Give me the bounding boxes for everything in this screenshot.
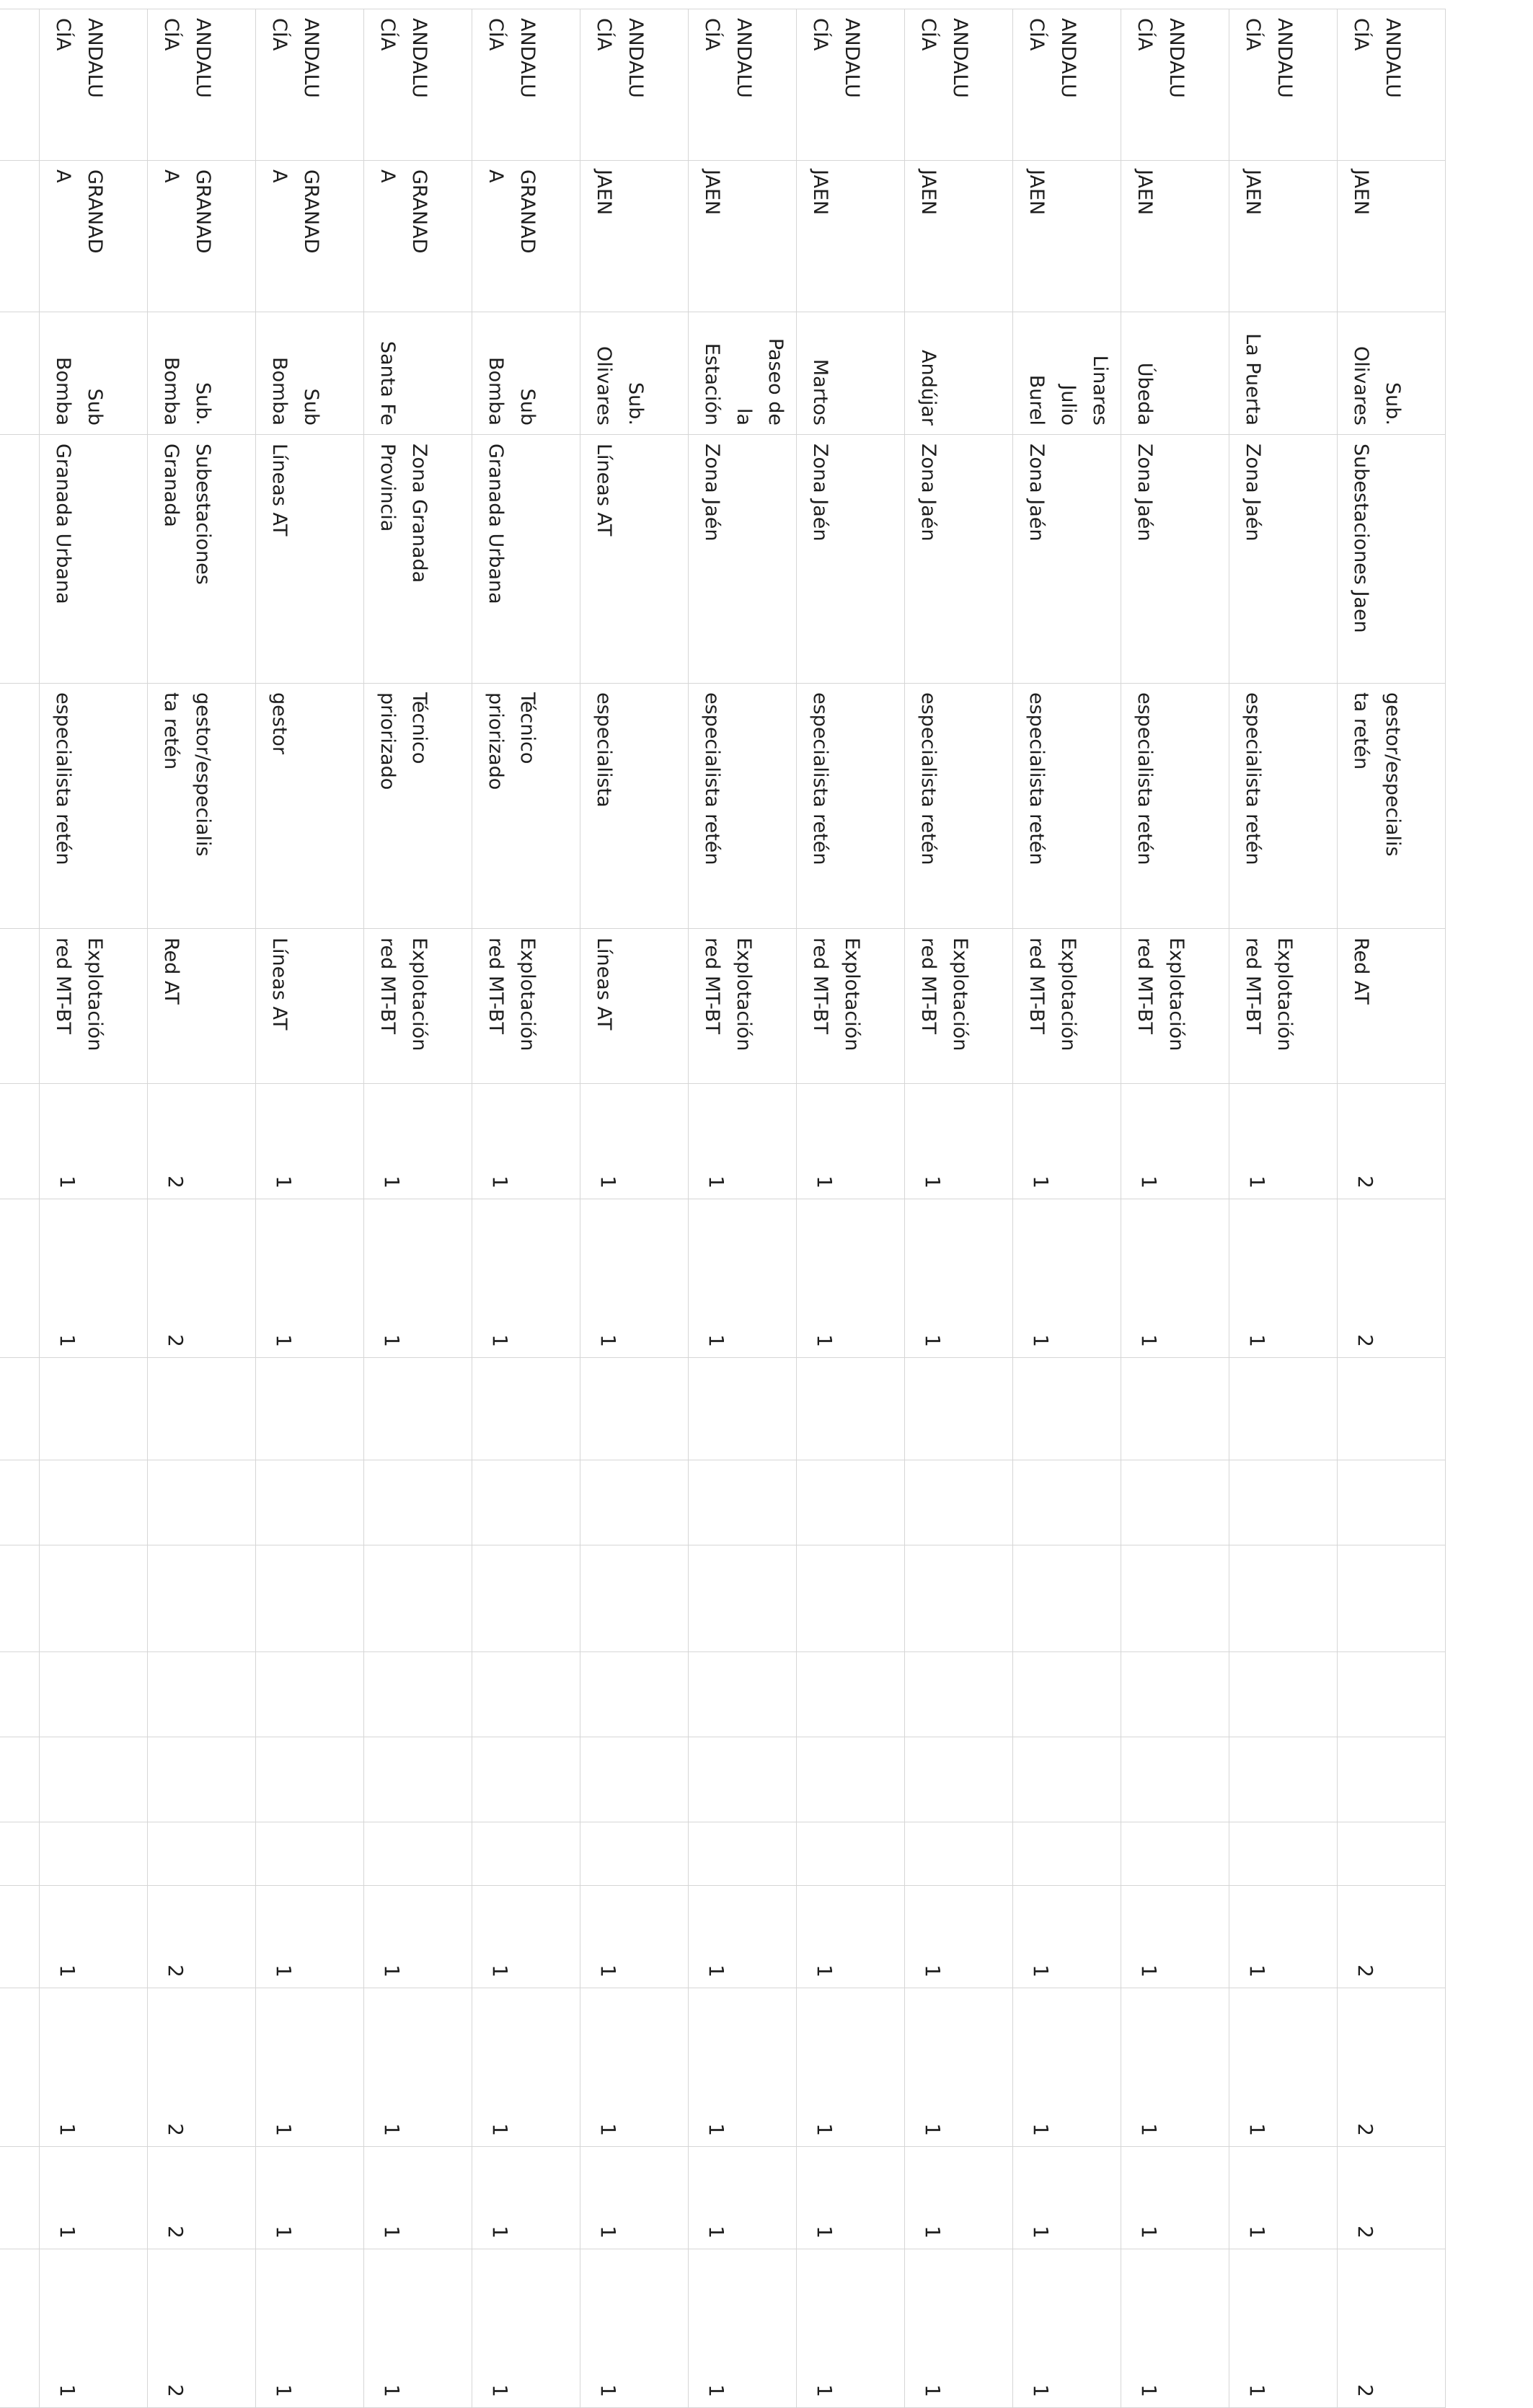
value-cell-6: 1	[797, 2249, 905, 2408]
value-cell-2: 1	[905, 1199, 1013, 1358]
empty-cell-6	[256, 1822, 364, 1886]
value-cell-3: 1	[40, 1886, 148, 1988]
value-cell-6: 2	[148, 2249, 256, 2408]
value-cell-2: 2	[1338, 1199, 1446, 1358]
value-cell-5: 2	[1338, 2147, 1446, 2249]
value-cell-4: 2	[1338, 1988, 1446, 2147]
empty-cell-4	[0, 1652, 40, 1737]
value-cell-5	[0, 2147, 40, 2249]
empty-cell-5	[689, 1737, 797, 1822]
area-cell: Explotación red MT-BT	[1229, 929, 1338, 1084]
area-cell: Red AT	[148, 929, 256, 1084]
value-cell-6: 1	[256, 2249, 364, 2408]
value-cell-4: 1	[797, 1988, 905, 2147]
value-cell-1: 1	[905, 1084, 1013, 1199]
empty-cell-1	[1013, 1358, 1121, 1460]
zone-cell: Zona Jaén	[797, 435, 905, 684]
region-cell: ANDALU CÍA	[256, 9, 364, 161]
location-cell	[0, 312, 40, 435]
value-cell-1: 1	[1121, 1084, 1229, 1199]
value-cell-4: 1	[256, 1988, 364, 2147]
value-cell-3: 1	[472, 1886, 580, 1988]
province-cell: GRANAD A	[472, 161, 580, 312]
value-cell-3: 1	[905, 1886, 1013, 1988]
empty-cell-2	[689, 1460, 797, 1545]
value-cell-1: 1	[256, 1084, 364, 1199]
value-cell-1: 1	[689, 1084, 797, 1199]
region-cell: ANDALU CÍA	[905, 9, 1013, 161]
location-cell: Sub Bomba	[40, 312, 148, 435]
value-cell-1: 1	[1229, 1084, 1338, 1199]
empty-cell-2	[905, 1460, 1013, 1545]
empty-cell-1	[1229, 1358, 1338, 1460]
empty-cell-3	[472, 1545, 580, 1652]
empty-cell-4	[689, 1652, 797, 1737]
staffing-table	[0, 9, 1446, 2408]
table-row	[1338, 9, 1446, 2408]
value-cell-5: 1	[256, 2147, 364, 2249]
empty-cell-4	[40, 1652, 148, 1737]
empty-cell-1	[148, 1358, 256, 1460]
table-row	[1229, 9, 1338, 2408]
zone-cell: Líneas AT	[580, 435, 689, 684]
zone-cell: Granada Urbana	[472, 435, 580, 684]
region-cell: ANDALU CÍA	[148, 9, 256, 161]
table-row	[148, 9, 256, 2408]
province-cell: JAEN	[905, 161, 1013, 312]
province-cell: GRANAD A	[40, 161, 148, 312]
empty-cell-3	[1121, 1545, 1229, 1652]
value-cell-5: 1	[689, 2147, 797, 2249]
empty-cell-3	[0, 1545, 40, 1652]
value-cell-6: 1	[1229, 2249, 1338, 2408]
empty-cell-4	[797, 1652, 905, 1737]
region-cell: ANDALU CÍA	[1013, 9, 1121, 161]
value-cell-1: 1	[364, 1084, 472, 1199]
empty-cell-5	[1013, 1737, 1121, 1822]
empty-cell-1	[1121, 1358, 1229, 1460]
role-cell: Técnico priorizado	[472, 684, 580, 929]
empty-cell-3	[148, 1545, 256, 1652]
table-row	[472, 9, 580, 2408]
empty-cell-4	[148, 1652, 256, 1737]
empty-cell-3	[1013, 1545, 1121, 1652]
region-cell: ANDALU CÍA	[1338, 9, 1446, 161]
table-row	[1013, 9, 1121, 2408]
empty-cell-6	[472, 1822, 580, 1886]
empty-cell-5	[472, 1737, 580, 1822]
empty-cell-4	[1121, 1652, 1229, 1737]
value-cell-5: 1	[472, 2147, 580, 2249]
empty-cell-6	[1229, 1822, 1338, 1886]
role-cell: especialista retén	[40, 684, 148, 929]
empty-cell-1	[905, 1358, 1013, 1460]
empty-cell-1	[472, 1358, 580, 1460]
location-cell: Linares Julio Burel	[1013, 312, 1121, 435]
table-row	[40, 9, 148, 2408]
rotated-spreadsheet	[52, 0, 1446, 2397]
value-cell-2: 1	[797, 1199, 905, 1358]
value-cell-1: 2	[1338, 1084, 1446, 1199]
value-cell-3: 1	[1013, 1886, 1121, 1988]
province-cell: GRANAD A	[148, 161, 256, 312]
empty-cell-2	[1338, 1460, 1446, 1545]
value-cell-6: 1	[364, 2249, 472, 2408]
empty-cell-6	[797, 1822, 905, 1886]
value-cell-3: 2	[148, 1886, 256, 1988]
empty-cell-1	[1338, 1358, 1446, 1460]
role-cell: especialista retén	[1121, 684, 1229, 929]
value-cell-2: 1	[472, 1199, 580, 1358]
location-cell: Sub Bomba	[472, 312, 580, 435]
value-cell-1: 1	[40, 1084, 148, 1199]
value-cell-4: 1	[689, 1988, 797, 2147]
table-row	[905, 9, 1013, 2408]
value-cell-1: 1	[580, 1084, 689, 1199]
table-row	[0, 9, 40, 2408]
value-cell-3: 1	[256, 1886, 364, 1988]
province-cell: GRANAD A	[256, 161, 364, 312]
table-row	[1121, 9, 1229, 2408]
empty-cell-5	[1229, 1737, 1338, 1822]
empty-cell-1	[40, 1358, 148, 1460]
value-cell-4: 1	[40, 1988, 148, 2147]
region-cell: ANDALU CÍA	[1121, 9, 1229, 161]
region-cell: ANDALU CÍA	[472, 9, 580, 161]
table-row	[580, 9, 689, 2408]
empty-cell-4	[472, 1652, 580, 1737]
value-cell-5: 1	[1121, 2147, 1229, 2249]
empty-cell-3	[1338, 1545, 1446, 1652]
value-cell-5: 1	[1013, 2147, 1121, 2249]
region-cell: ANDALU CÍA	[797, 9, 905, 161]
value-cell-4: 1	[1013, 1988, 1121, 2147]
empty-cell-1	[256, 1358, 364, 1460]
value-cell-4: 1	[905, 1988, 1013, 2147]
zone-cell: Zona Jaén	[1013, 435, 1121, 684]
empty-cell-2	[580, 1460, 689, 1545]
empty-cell-5	[1338, 1737, 1446, 1822]
value-cell-6: 1	[580, 2249, 689, 2408]
value-cell-2: 1	[40, 1199, 148, 1358]
empty-cell-2	[148, 1460, 256, 1545]
empty-cell-5	[148, 1737, 256, 1822]
value-cell-6: 1	[689, 2249, 797, 2408]
role-cell: gestor/especialis ta retén	[148, 684, 256, 929]
location-cell: Sub. Olivares	[1338, 312, 1446, 435]
province-cell: JAEN	[1013, 161, 1121, 312]
table-row	[364, 9, 472, 2408]
empty-cell-3	[689, 1545, 797, 1652]
table-body	[0, 9, 1446, 2408]
empty-cell-5	[40, 1737, 148, 1822]
table-row	[256, 9, 364, 2408]
empty-cell-1	[797, 1358, 905, 1460]
value-cell-4: 2	[148, 1988, 256, 2147]
empty-cell-4	[1338, 1652, 1446, 1737]
empty-cell-2	[797, 1460, 905, 1545]
value-cell-5: 2	[148, 2147, 256, 2249]
role-cell: especialista retén	[1229, 684, 1338, 929]
empty-cell-2	[1229, 1460, 1338, 1545]
empty-cell-3	[40, 1545, 148, 1652]
province-cell: GRANAD A	[364, 161, 472, 312]
role-cell: especialista retén	[689, 684, 797, 929]
location-cell: Paseo de la Estación	[689, 312, 797, 435]
value-cell-5: 1	[364, 2147, 472, 2249]
empty-cell-1	[364, 1358, 472, 1460]
value-cell-2	[0, 1199, 40, 1358]
empty-cell-1	[580, 1358, 689, 1460]
empty-cell-2	[40, 1460, 148, 1545]
empty-cell-4	[1013, 1652, 1121, 1737]
location-cell: Martos	[797, 312, 905, 435]
region-cell: ANDALU CÍA	[580, 9, 689, 161]
value-cell-5: 1	[905, 2147, 1013, 2249]
area-cell: Explotación red MT-BT	[797, 929, 905, 1084]
area-cell: Explotación red MT-BT	[40, 929, 148, 1084]
value-cell-3: 1	[1229, 1886, 1338, 1988]
value-cell-2: 1	[1229, 1199, 1338, 1358]
value-cell-2: 1	[256, 1199, 364, 1358]
area-cell	[0, 929, 40, 1084]
empty-cell-4	[1229, 1652, 1338, 1737]
role-cell: gestor	[256, 684, 364, 929]
value-cell-3: 1	[1121, 1886, 1229, 1988]
zone-cell: Zona Jaén	[1229, 435, 1338, 684]
value-cell-1: 1	[472, 1084, 580, 1199]
role-cell: especialista retén	[905, 684, 1013, 929]
value-cell-3: 2	[1338, 1886, 1446, 1988]
zone-cell: Subestaciones Granada	[148, 435, 256, 684]
empty-cell-3	[797, 1545, 905, 1652]
value-cell-6: 1	[1121, 2249, 1229, 2408]
role-cell: especialista	[580, 684, 689, 929]
province-cell: JAEN	[1229, 161, 1338, 312]
empty-cell-6	[40, 1822, 148, 1886]
province-cell: JAEN	[689, 161, 797, 312]
value-cell-4: 1	[364, 1988, 472, 2147]
area-cell: Explotación red MT-BT	[905, 929, 1013, 1084]
value-cell-2: 1	[1013, 1199, 1121, 1358]
area-cell: Líneas AT	[256, 929, 364, 1084]
role-cell: gestor/especialis ta retén	[1338, 684, 1446, 929]
value-cell-6: 1	[905, 2249, 1013, 2408]
empty-cell-6	[1013, 1822, 1121, 1886]
value-cell-6: 2	[1338, 2249, 1446, 2408]
province-cell: JAEN	[1121, 161, 1229, 312]
empty-cell-1	[0, 1358, 40, 1460]
province-cell: JAEN	[580, 161, 689, 312]
empty-cell-6	[148, 1822, 256, 1886]
empty-cell-4	[905, 1652, 1013, 1737]
empty-cell-5	[364, 1737, 472, 1822]
province-cell: JAEN	[1338, 161, 1446, 312]
location-cell: Sub. Bomba	[148, 312, 256, 435]
region-cell: ANDALU CÍA	[689, 9, 797, 161]
region-cell	[0, 9, 40, 161]
value-cell-3: 1	[364, 1886, 472, 1988]
empty-cell-3	[905, 1545, 1013, 1652]
area-cell: Explotación red MT-BT	[1121, 929, 1229, 1084]
zone-cell: Subestaciones Jaen	[1338, 435, 1446, 684]
empty-cell-5	[797, 1737, 905, 1822]
empty-cell-2	[256, 1460, 364, 1545]
table-row	[689, 9, 797, 2408]
area-cell: Explotación red MT-BT	[364, 929, 472, 1084]
role-cell: especialista retén	[1013, 684, 1121, 929]
value-cell-6	[0, 2249, 40, 2408]
empty-cell-6	[1338, 1822, 1446, 1886]
empty-cell-5	[905, 1737, 1013, 1822]
role-cell: especialista retén	[797, 684, 905, 929]
empty-cell-3	[580, 1545, 689, 1652]
location-cell: Sub. Olivares	[580, 312, 689, 435]
empty-cell-6	[364, 1822, 472, 1886]
empty-cell-6	[905, 1822, 1013, 1886]
region-cell: ANDALU CÍA	[40, 9, 148, 161]
area-cell: Red AT	[1338, 929, 1446, 1084]
area-cell: Líneas AT	[580, 929, 689, 1084]
empty-cell-3	[364, 1545, 472, 1652]
value-cell-5: 1	[40, 2147, 148, 2249]
value-cell-2: 1	[689, 1199, 797, 1358]
empty-cell-4	[364, 1652, 472, 1737]
province-cell: JAEN	[797, 161, 905, 312]
empty-cell-6	[1121, 1822, 1229, 1886]
value-cell-2: 1	[580, 1199, 689, 1358]
empty-cell-2	[0, 1460, 40, 1545]
value-cell-2: 1	[1121, 1199, 1229, 1358]
empty-cell-6	[580, 1822, 689, 1886]
value-cell-4: 1	[1121, 1988, 1229, 2147]
location-cell: Santa Fe	[364, 312, 472, 435]
role-cell	[0, 684, 40, 929]
value-cell-4	[0, 1988, 40, 2147]
zone-cell	[0, 435, 40, 684]
zone-cell: Zona Jaén	[689, 435, 797, 684]
area-cell: Explotación red MT-BT	[689, 929, 797, 1084]
zone-cell: Zona Granada Provincia	[364, 435, 472, 684]
empty-cell-2	[1121, 1460, 1229, 1545]
location-cell: Sub Bomba	[256, 312, 364, 435]
empty-cell-6	[689, 1822, 797, 1886]
region-cell: ANDALU CÍA	[364, 9, 472, 161]
value-cell-4: 1	[1229, 1988, 1338, 2147]
value-cell-3: 1	[797, 1886, 905, 1988]
empty-cell-2	[472, 1460, 580, 1545]
value-cell-1: 2	[148, 1084, 256, 1199]
province-cell	[0, 161, 40, 312]
value-cell-3	[0, 1886, 40, 1988]
value-cell-3: 1	[580, 1886, 689, 1988]
location-cell: La Puerta	[1229, 312, 1338, 435]
role-cell: Técnico priorizado	[364, 684, 472, 929]
zone-cell: Líneas AT	[256, 435, 364, 684]
empty-cell-5	[580, 1737, 689, 1822]
value-cell-1	[0, 1084, 40, 1199]
area-cell: Explotación red MT-BT	[472, 929, 580, 1084]
empty-cell-3	[1229, 1545, 1338, 1652]
empty-cell-2	[364, 1460, 472, 1545]
location-cell: Andújar	[905, 312, 1013, 435]
value-cell-2: 1	[364, 1199, 472, 1358]
location-cell: Úbeda	[1121, 312, 1229, 435]
empty-cell-6	[0, 1822, 40, 1886]
empty-cell-3	[256, 1545, 364, 1652]
table-row	[797, 9, 905, 2408]
empty-cell-5	[256, 1737, 364, 1822]
value-cell-6: 1	[1013, 2249, 1121, 2408]
zone-cell: Zona Jaén	[1121, 435, 1229, 684]
value-cell-3: 1	[689, 1886, 797, 1988]
region-cell: ANDALU CÍA	[1229, 9, 1338, 161]
empty-cell-5	[1121, 1737, 1229, 1822]
value-cell-5: 1	[797, 2147, 905, 2249]
area-cell: Explotación red MT-BT	[1013, 929, 1121, 1084]
value-cell-1: 1	[797, 1084, 905, 1199]
value-cell-2: 2	[148, 1199, 256, 1358]
value-cell-4: 1	[472, 1988, 580, 2147]
zone-cell: Granada Urbana	[40, 435, 148, 684]
value-cell-4: 1	[580, 1988, 689, 2147]
value-cell-5: 1	[1229, 2147, 1338, 2249]
empty-cell-4	[580, 1652, 689, 1737]
value-cell-6: 1	[472, 2249, 580, 2408]
value-cell-5: 1	[580, 2147, 689, 2249]
empty-cell-2	[1013, 1460, 1121, 1545]
value-cell-1: 1	[1013, 1084, 1121, 1199]
empty-cell-4	[256, 1652, 364, 1737]
empty-cell-5	[0, 1737, 40, 1822]
empty-cell-1	[689, 1358, 797, 1460]
value-cell-6: 1	[40, 2249, 148, 2408]
zone-cell: Zona Jaén	[905, 435, 1013, 684]
